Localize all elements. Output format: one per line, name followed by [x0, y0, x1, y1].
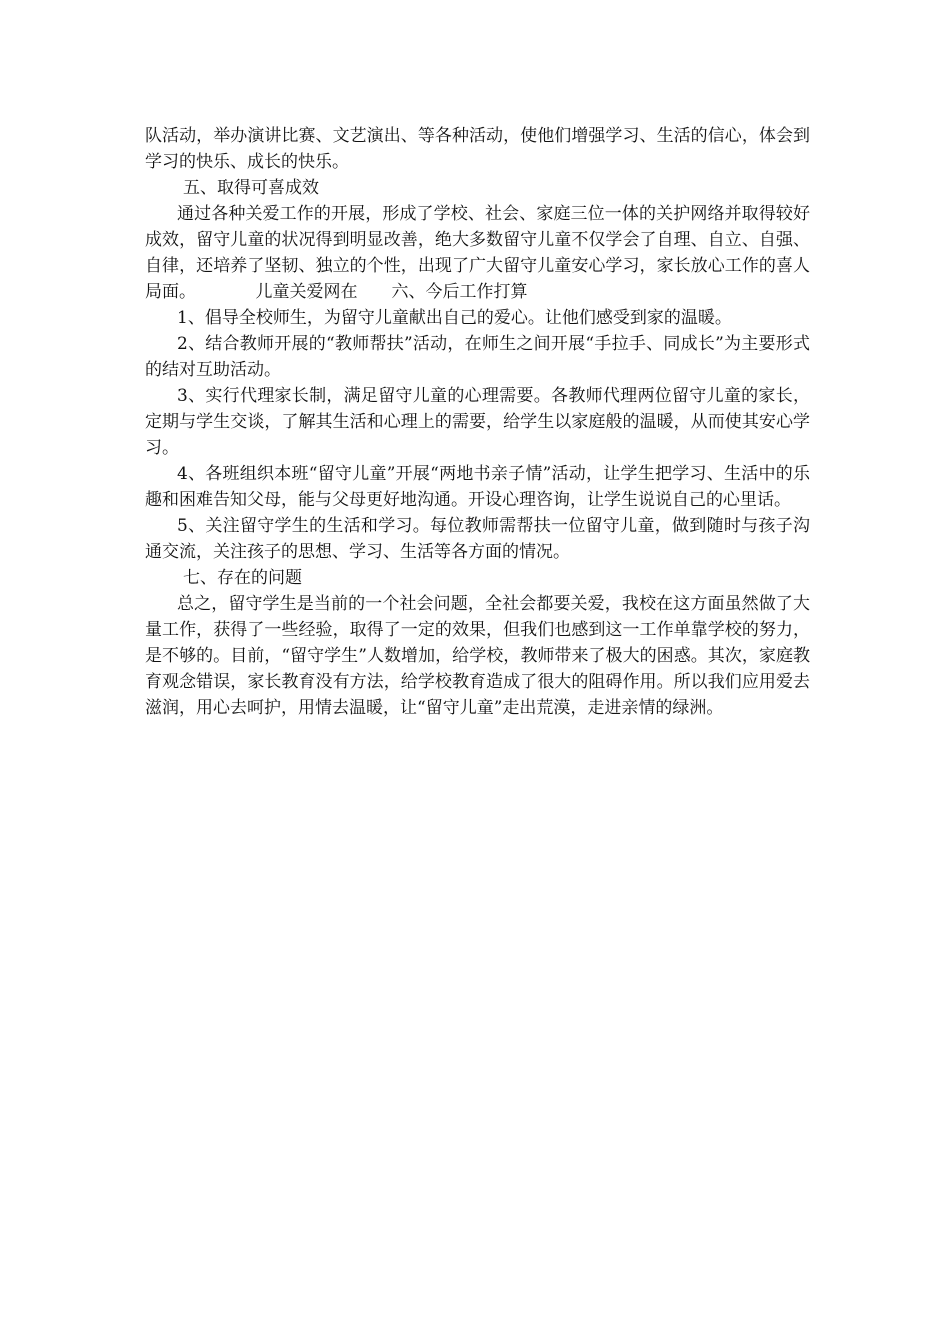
- section-heading-results: 五、取得可喜成效: [183, 178, 319, 198]
- plan-item-4: 4、各班组织本班“留守儿童”开展“两地书亲子情”活动，让学生把学习、生活中的乐趣和困难告知父母，能与父母更好地沟通。开设心理咨询，让学生说说自己的心里话。: [145, 464, 810, 510]
- paragraph-results: 通过各种关爱工作的开展，形成了学校、社会、家庭三位一体的关护网络并取得较好成效，留守儿童的状况得到明显改善，绝大多数留守儿童不仅学会了自理、自立、自强、自律，还培养了坚韧、独立的个性，出现了广大留守儿童安心学习，家长放心工作的喜人局面。 儿童关爱网在 六、今后工作打算: [145, 204, 810, 302]
- plan-item-1: 1、倡导全校师生，为留守儿童献出自己的爱心。让他们感受到家的温暖。: [177, 308, 732, 328]
- paragraph-activities-continued: 队活动，举办演讲比赛、文艺演出、等各种活动，使他们增强学习、生活的信心，体会到学习的快乐、成长的快乐。: [145, 126, 810, 172]
- section-heading-problems: 七、存在的问题: [183, 568, 302, 588]
- paragraph-conclusion: 总之，留守学生是当前的一个社会问题，全社会都要关爱，我校在这方面虽然做了大量工作，获得了一些经验，取得了一定的效果，但我们也感到这一工作单靠学校的努力，是不够的。目前，“留守学生”人数增加，给学校，教师带来了极大的困惑。其次，家庭教育观念错误，家长教育没有方法，给学校教育造成了很大的阻碍作用。所以我们应用爱去滋润，用心去呵护，用情去温暖，让“留守儿童”走出荒漠，走进亲情的绿洲。: [145, 594, 810, 718]
- plan-item-5: 5、关注留守学生的生活和学习。每位教师需帮扶一位留守儿童，做到随时与孩子沟通交流，关注孩子的思想、学习、生活等各方面的情况。: [145, 516, 810, 562]
- document-body: [145, 123, 810, 721]
- plan-item-2: 2、结合教师开展的“教师帮扶”活动，在师生之间开展“手拉手、同成长”为主要形式的结对互助活动。: [145, 334, 810, 380]
- plan-item-3: 3、实行代理家长制，满足留守儿童的心理需要。各教师代理两位留守儿童的家长，定期与学生交谈，了解其生活和心理上的需要，给学生以家庭般的温暖，从而使其安心学习。: [145, 386, 810, 458]
